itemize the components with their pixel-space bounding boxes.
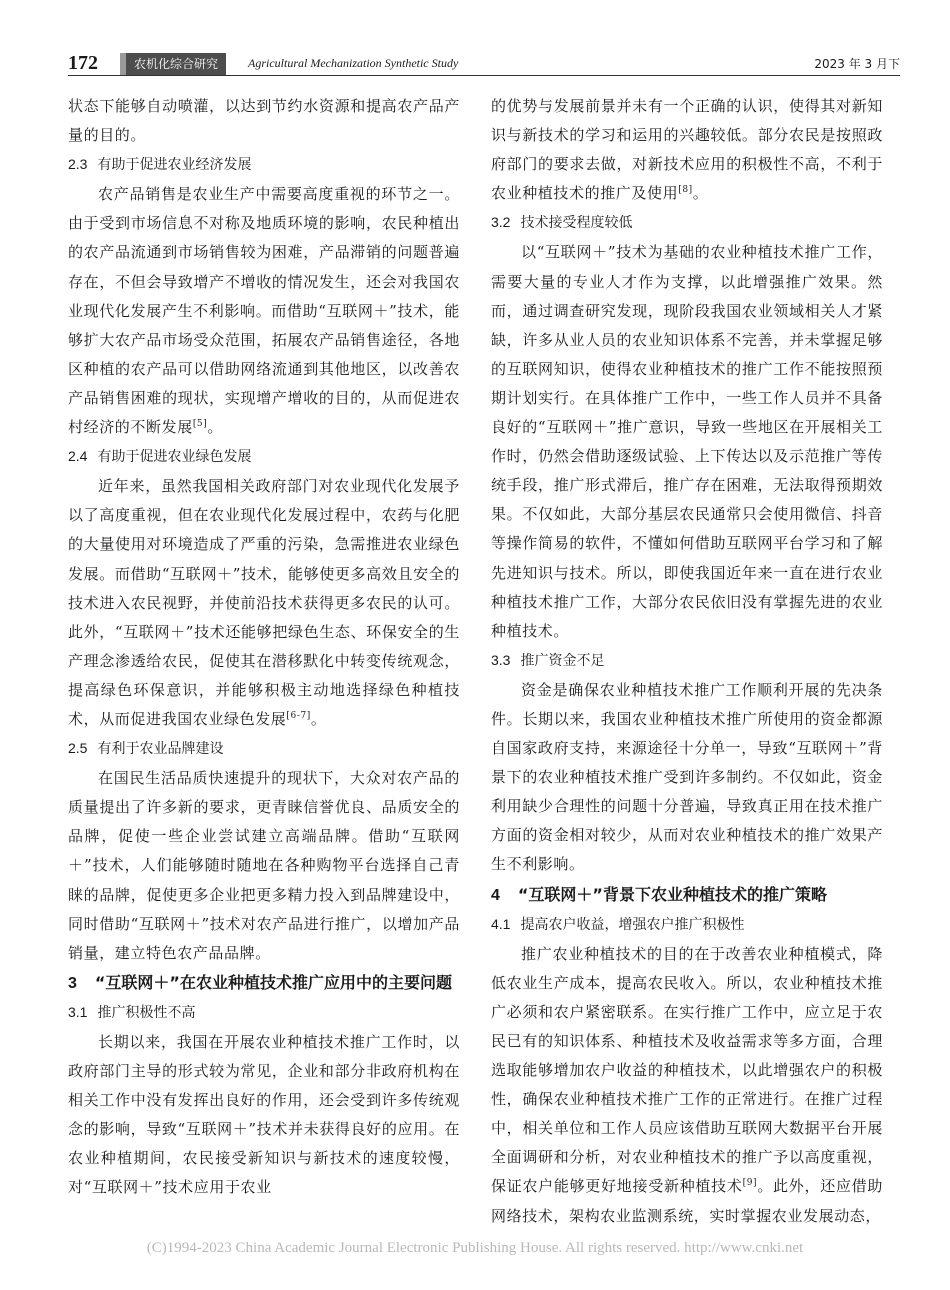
copyright-footer: (C)1994-2023 China Academic Journal Electronic Publishing House. All rights reserved. http://www.cnki.net [146,1240,804,1256]
journal-name-en: Agricultural Mechanization Synthetic Study [248,56,459,70]
issue-date: 2023 年 3 月下 [814,57,900,71]
paragraph: 在国民生活品质快速提升的现状下，大众对农产品的质量提出了许多新的要求，更青睐信誉优良、品质安全的品牌，促使一些企业尝试建立高端品牌。借助“互联网＋”技术，人们能够随时随地在各种购物平台选择自己青睐的品牌，促使更多企业把更多精力投入到品牌建设中，同时借助“互联网＋”技术对农产品进行推广，以增加产品销量，建立特色农产品品牌。 [68,769,460,962]
section-heading-4: 4 “互联网＋”背景下农业种植技术的推广策略 [491,884,827,904]
section-heading-3-1: 3.1 推广积极性不高 [68,1003,196,1021]
right-column [491,92,883,1231]
citation: [5] [192,419,208,430]
paragraph: 以“互联网＋”技术为基础的农业种植技术推广工作，需要大量的专业人才作为支撑，以此增强推广效果。然而，通过调查研究发现，现阶段我国农业领域相关人才紧缺，许多从业人员的农业知识体系不完善，并未掌握足够的互联网知识，使得农业种植技术的推广工作不能按照预期计划实行。在具体推广工作中，一些工作人员并不具备良好的“互联网＋”推广意识，导致一些地区在开展相关工作时，仍然会借助逐级试验、上下传达以及示范推广等传统手段，推广形式滞后，推广存在困难，无法取得预期效果。不仅如此，大部分基层农民通常只会使用微信、抖音等操作简易的软件，不懂如何借助互联网平台学习和了解先进知识与技术。所以，即使我国近年来一直在进行农业种植技术推广工作，大部分农民依旧没有掌握先进的农业种植技术。 [491,243,883,640]
paragraph: 状态下能够自动喷灌，以达到节约水资源和提高农产品产量的目的。 [68,97,460,145]
paragraph: 近年来，虽然我国相关政府部门对农业现代化发展予以了高度重视，但在农业现代化发展过程中，农药与化肥的大量使用对环境造成了严重的污染，急需推进农业绿色发展。而借助“互联网＋”技术，能够使更多高效且安全的技术进入农民视野，并使前沿技术获得更多农民的认可。此外，“互联网＋”技术还能够把绿色生态、环保安全的生产理念渗透给农民，促使其在潜移默化中转变传统观念，提高绿色环保意识，并能够积极主动地选择绿色种植技术，从而促进我国农业绿色发展[6-7]。 [68,477,460,728]
section-heading-3: 3 “互联网＋”在农业种植技术推广应用中的主要问题 [68,972,452,992]
page-number: 172 [68,52,98,74]
section-heading-4-1: 4.1 提高农户收益，增强农户推广积极性 [491,915,745,933]
citation: [8] [678,185,693,196]
paragraph: 的优势与发展前景并未有一个正确的认识，使得其对新知识与新技术的学习和运用的兴趣较低。部分农民是按照政府部门的要求去做，对新技术应用的积极性不高，不利于农业种植技术的推广及使用[8]。 [491,97,883,203]
section-heading-2-5: 2.5 有利于农业品牌建设 [68,740,224,758]
section-heading-3-2: 3.2 技术接受程度较低 [491,214,633,232]
citation: [9] [742,1178,758,1189]
journal-name-cn: 农机化综合研究 [120,53,226,75]
section-heading-3-3: 3.3 推广资金不足 [491,651,605,669]
section-heading-2-4: 2.4 有助于促进农业绿色发展 [68,448,252,466]
citation: [6-7] [286,710,311,721]
paragraph: 农产品销售是农业生产中需要高度重视的环节之一。由于受到市场信息不对称及地质环境的影响，农民种植出的农产品流通到市场销售较为困难，产品滞销的问题普遍存在，不但会导致增产不增收的情况发生，还会对我国农业现代化发展产生不利影响。而借助“互联网＋”技术，能够扩大农产品市场受众范围，拓展农产品销售途径，各地区种植的农产品可以借助网络流通到其他地区，以改善农产品销售困难的现状，实现增产增收的目的，从而促进农村经济的不断发展[5]。 [68,185,460,437]
left-column [68,92,460,1203]
header-rule [68,75,900,76]
section-heading-2-3: 2.3 有助于促进农业经济发展 [68,156,252,174]
page-header [68,50,900,76]
paragraph: 资金是确保农业种植技术推广工作顺利开展的先决条件。长期以来，我国农业种植技术推广所使用的资金都源自国家政府支持，来源途径十分单一，导致“互联网＋”背景下的农业种植技术推广受到许多制约。不仅如此，资金利用缺少合理性的问题十分普遍，导致真正用在技术推广方面的资金相对较少，从而对农业种植技术的推广效果产生不利影响。 [491,680,883,874]
paragraph: 长期以来，我国在开展农业种植技术推广工作时，以政府部门主导的形式较为常见，企业和部分非政府机构在相关工作中没有发挥出良好的作用，还会受到许多传统观念的影响，导致“互联网＋”技术并未获得良好的应用。在农业种植期间，农民接受新知识与新技术的速度较慢，对“互联网＋”技术应用于农业 [68,1033,460,1197]
paragraph: 推广农业种植技术的目的在于改善农业种植模式，降低农业生产成本，提高农民收入。所以，农业种植技术推广必须和农户紧密联系。在实行推广工作中，应立足于农民已有的知识体系、种植技术及收益需求等多方面，合理选取能够增加农户收益的种植技术，以此增强农户的积极性，确保农业种植技术推广工作的正常进行。在推广过程中，相关单位和工作人员应该借助互联网大数据平台开展全面调研和分析，对农业种植技术的推广予以高度重视，保证农户能够更好地接受新种植技术[9]。此外，还应借助网络技术，架构农业监测系统，实时掌握农业发展动态， [491,944,883,1225]
